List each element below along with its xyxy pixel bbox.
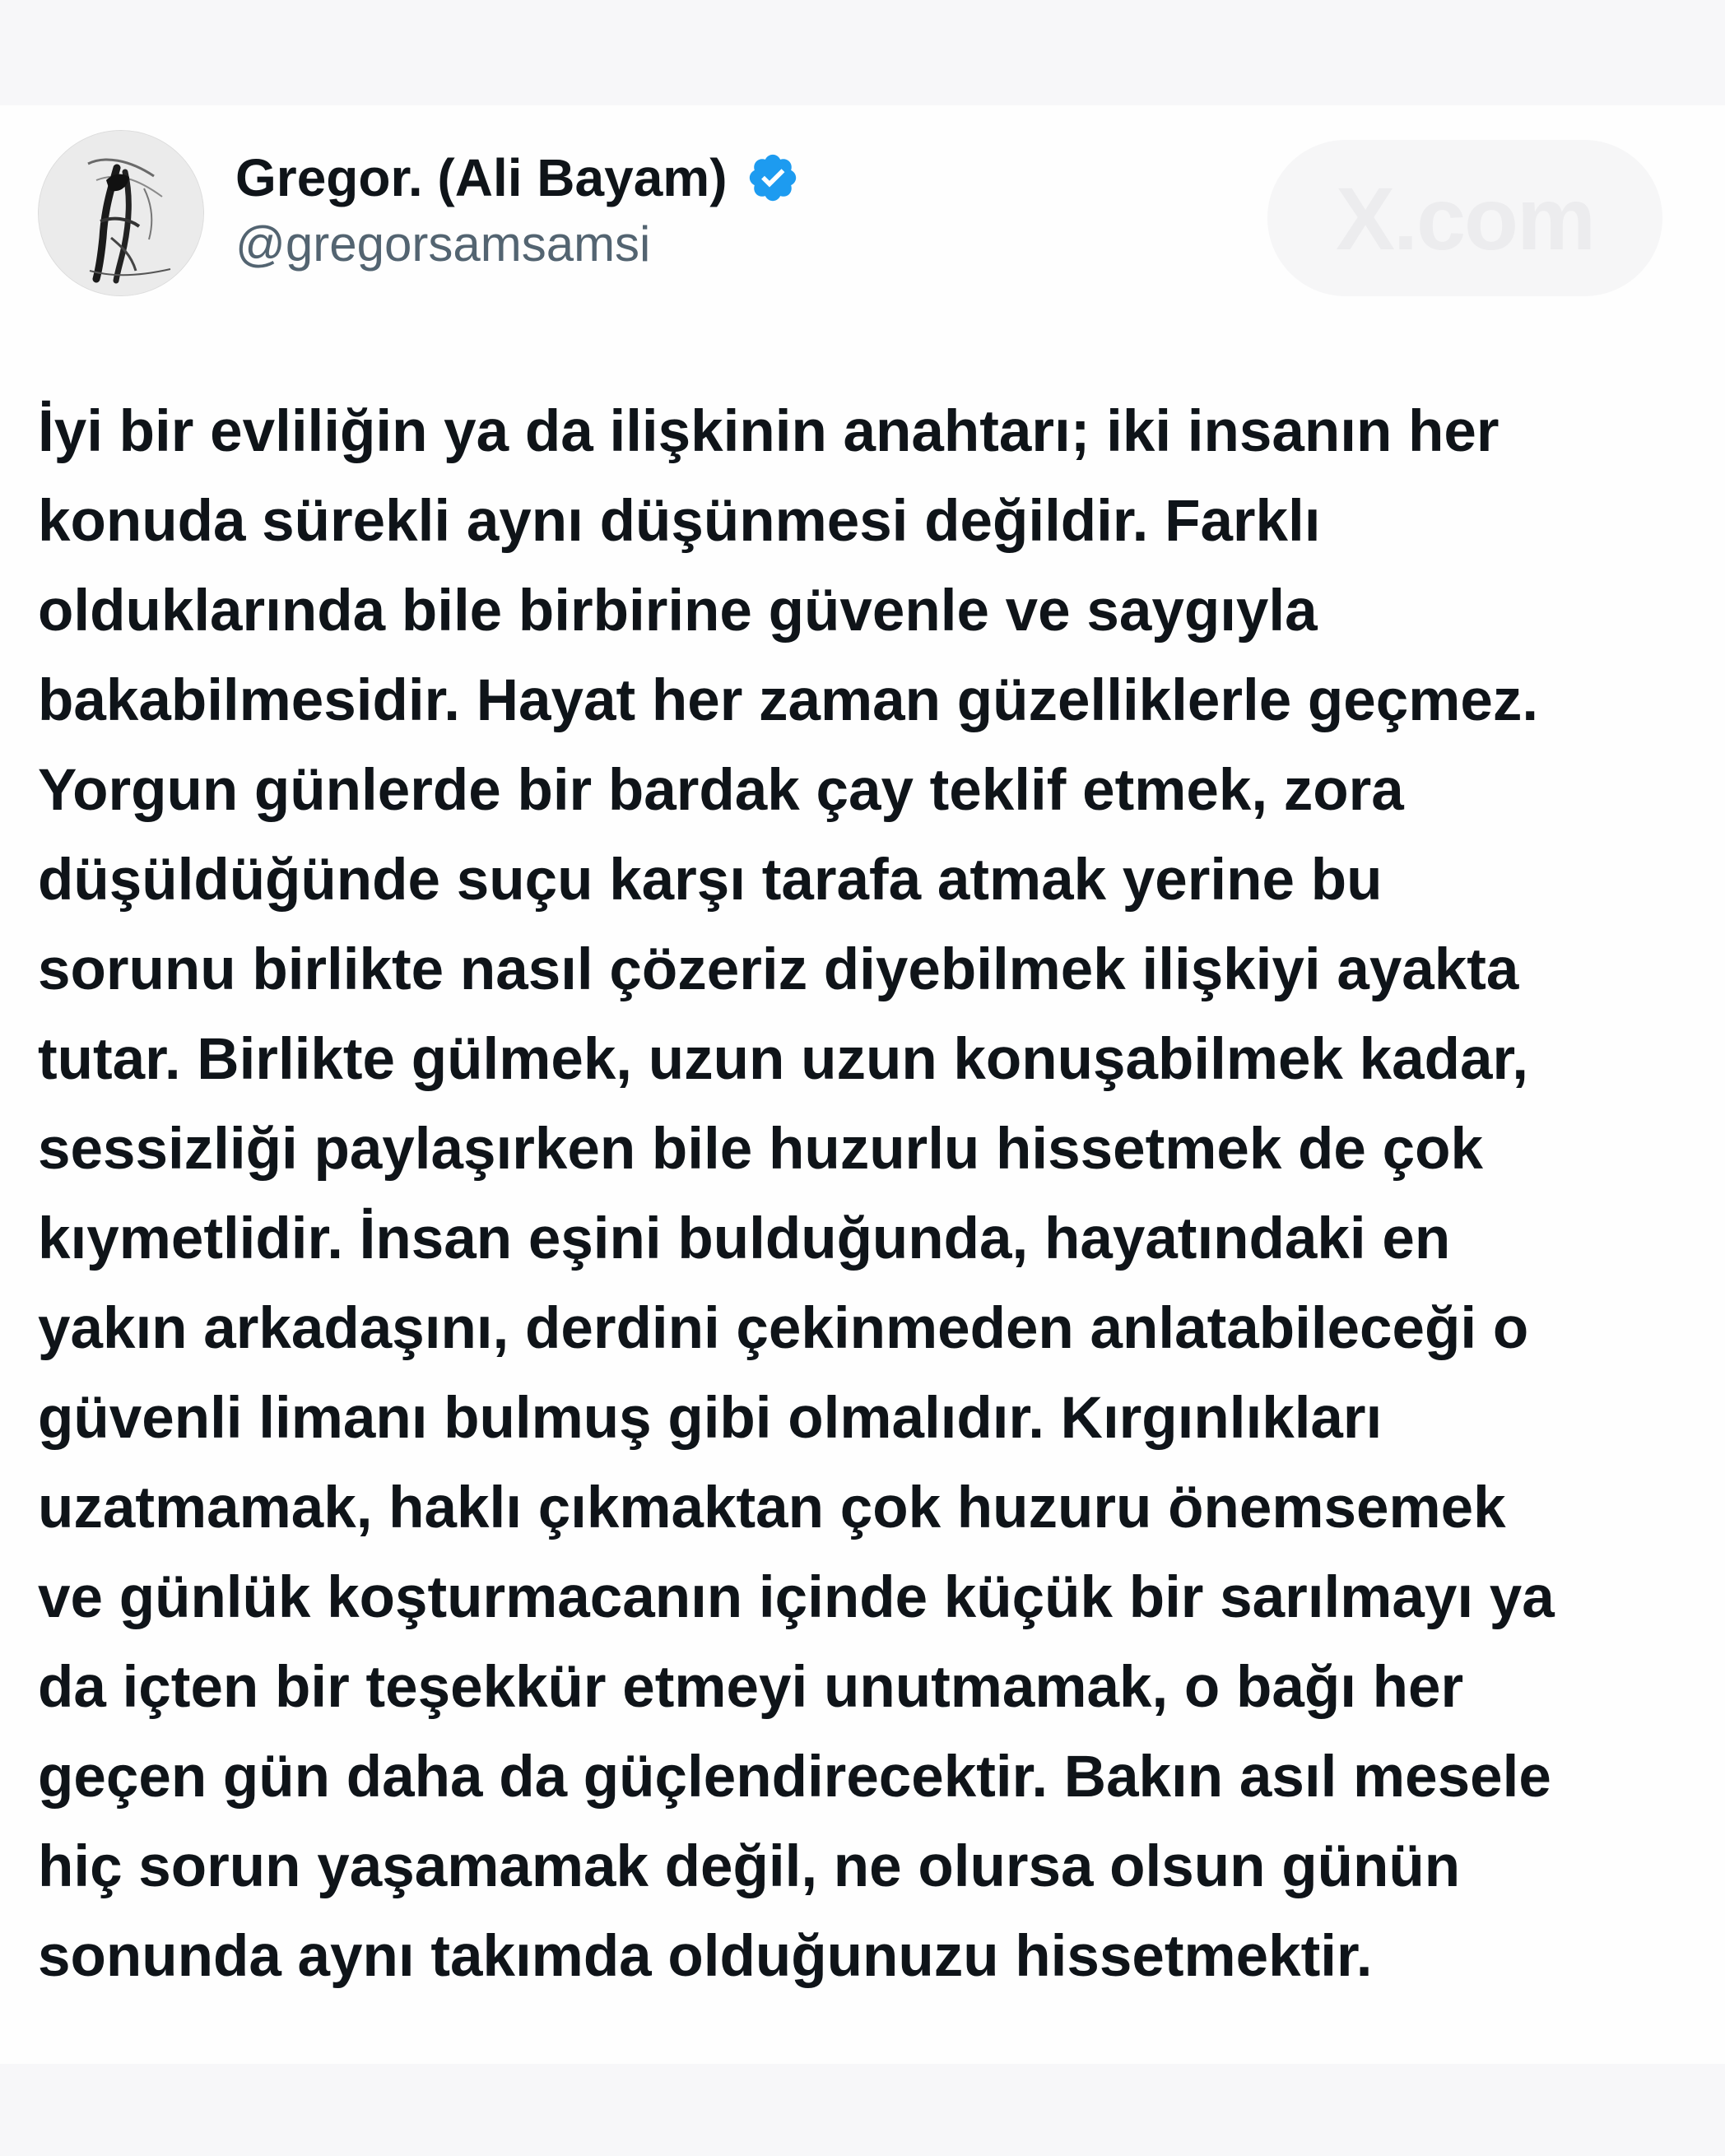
avatar[interactable] [38, 130, 204, 296]
tweet-line: hiç sorun yaşamamak değil, ne olursa olsun günün [38, 1834, 1461, 1899]
author-handle[interactable]: @gregorsamsamsi [235, 216, 651, 272]
avatar-sketch-icon [39, 131, 203, 295]
tweet-line: İyi bir evliliğin ya da ilişkinin anahtarı; iki insanın her [38, 399, 1499, 464]
tweet-line: bakabilmesidir. Hayat her zaman güzelliklerle geçmez. [38, 668, 1539, 733]
tweet-line: da içten bir teşekkür etmeyi unutmamak, o bağı her [38, 1655, 1464, 1720]
tweet-line: sessizliği paylaşırken bile huzurlu hissetmek de çok [38, 1117, 1483, 1182]
tweet-line: düşüldüğünde suçu karşı tarafa atmak yerine bu [38, 848, 1383, 913]
tweet-line: sonunda aynı takımda olduğunuzu hissetmektir. [38, 1924, 1373, 1989]
watermark [1267, 140, 1662, 296]
tweet-line: konuda sürekli aynı düşünmesi değildir. Farklı [38, 489, 1321, 554]
tweet-line: tutar. Birlikte gülmek, uzun uzun konuşabilmek kadar, [38, 1027, 1528, 1092]
tweet-line: kıymetlidir. İnsan eşini bulduğunda, hayatındaki en [38, 1206, 1451, 1271]
tweet-line: sorunu birlikte nasıl çözeriz diyebilmek ilişkiyi ayakta [38, 937, 1519, 1002]
tweet-line: yakın arkadaşını, derdini çekinmeden anlatabileceği o [38, 1296, 1529, 1361]
tweet-line: olduklarında bile birbirine güvenle ve saygıyla [38, 578, 1318, 644]
tweet-line: güvenli limanı bulmuş gibi olmalıdır. Kırgınlıkları [38, 1386, 1383, 1451]
author-display-name[interactable]: Gregor. (Ali Bayam) [235, 148, 728, 207]
tweet-body [38, 387, 1709, 2001]
tweet-line: geçen gün daha da güçlendirecektir. Bakın asıl mesele [38, 1745, 1551, 1810]
verified-badge-icon [746, 151, 800, 205]
tweet-line: Yorgun günlerde bir bardak çay teklif etmek, zora [38, 758, 1404, 823]
tweet-line: uzatmamak, haklı çıkmaktan çok huzuru önemsemek [38, 1475, 1506, 1540]
tweet-line: ve günlük koşturmacanın içinde küçük bir sarılmayı ya [38, 1565, 1555, 1630]
watermark-label: X.com [1335, 168, 1595, 268]
author-name-row[interactable] [235, 145, 800, 211]
